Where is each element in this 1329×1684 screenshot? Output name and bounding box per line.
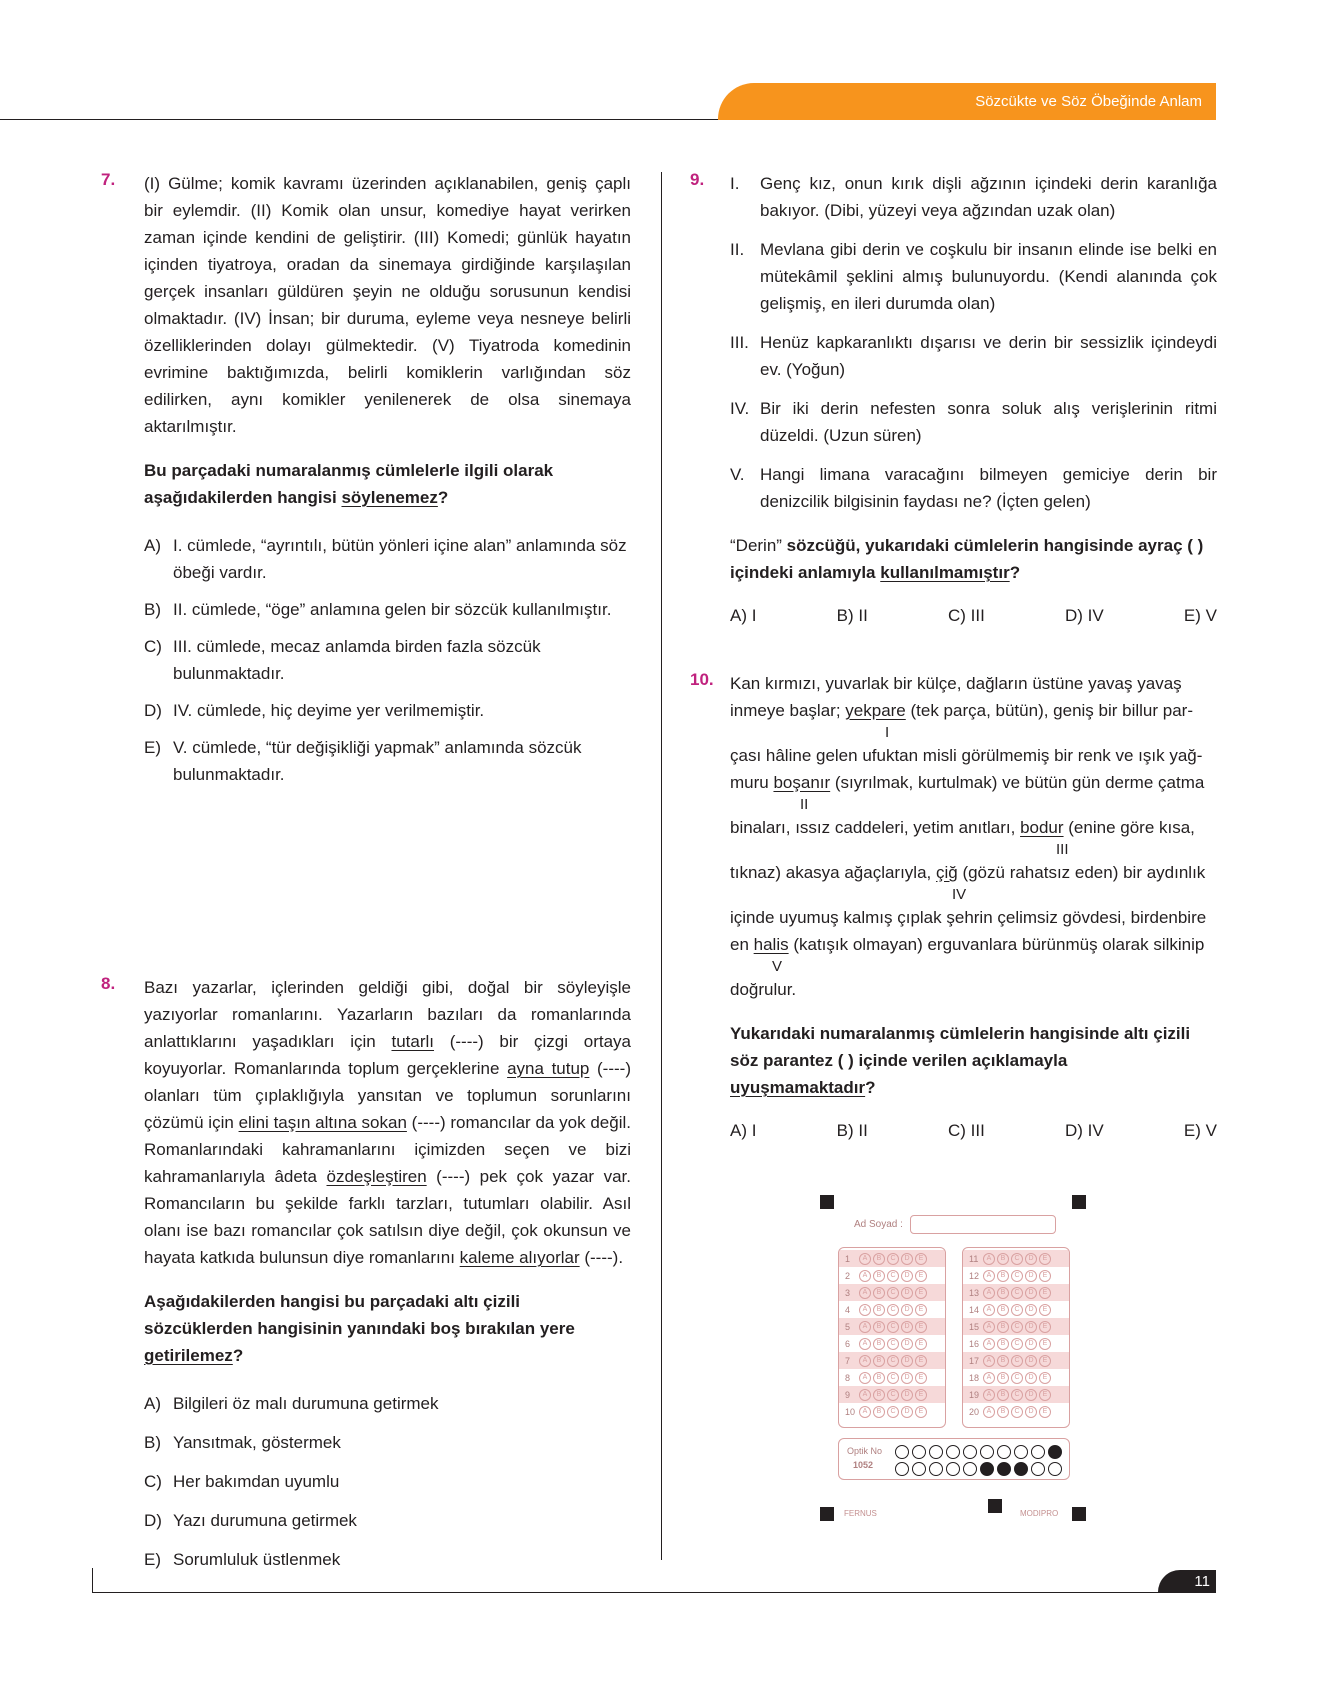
answer-bubble[interactable]: D <box>901 1406 913 1418</box>
answer-row-number: 5 <box>845 1321 851 1332</box>
optic-number-box <box>838 1438 1070 1480</box>
q9-stem: “Derin” sözcüğü, yukarıdaki cümlelerin hangisinde ayraç ( ) içindeki anlamıyla kullanılmamıştır? <box>730 536 1204 582</box>
answer-bubble[interactable]: C <box>887 1372 899 1384</box>
q10-mark-4: IV <box>952 886 967 903</box>
answer-row <box>839 1318 945 1335</box>
q9-options <box>730 606 1217 626</box>
q9-item-3: III. Henüz kapkaranlıktı dışarısı ve derin bir sessizlik içindeydi ev. (Yoğun) <box>730 333 1217 379</box>
optic-bubble-filled <box>997 1462 1011 1476</box>
optic-bubble-filled <box>980 1462 994 1476</box>
q9-item-5: V. Hangi limana varacağını bilmeyen gemiciye derin bir denizcilik bilgisinin faydası ne? (İçten gelen) <box>730 465 1217 511</box>
answer-row-number: 19 <box>969 1389 980 1400</box>
name-field[interactable] <box>910 1215 1056 1234</box>
q7-number: 7. <box>101 170 116 189</box>
answer-row-number: 9 <box>845 1389 851 1400</box>
answer-bubble[interactable]: C <box>887 1304 899 1316</box>
answer-row-number: 8 <box>845 1372 851 1383</box>
q8-options <box>144 1390 631 1573</box>
q8-number: 8. <box>101 974 116 993</box>
form-timing-mark <box>988 1499 1002 1513</box>
answer-bubble[interactable]: B <box>997 1270 1009 1282</box>
q8-option-e[interactable]: E) Sorumluluk üstlenmek <box>144 1550 341 1569</box>
answer-bubble[interactable]: E <box>915 1321 927 1333</box>
optic-bubble <box>1031 1445 1045 1459</box>
answer-bubble[interactable]: E <box>1039 1270 1051 1282</box>
answer-bubble[interactable]: E <box>1039 1253 1051 1265</box>
answer-bubble[interactable]: B <box>997 1304 1009 1316</box>
q10-option-e[interactable]: E) V <box>1183 1121 1217 1140</box>
answer-bubble[interactable]: D <box>901 1338 913 1350</box>
brand-left: FERNUS <box>844 1509 877 1518</box>
answer-bubble[interactable]: E <box>915 1287 927 1299</box>
form-corner-mark <box>1072 1507 1086 1521</box>
answer-bubble[interactable]: B <box>873 1389 885 1401</box>
optic-bubble <box>946 1462 960 1476</box>
answer-bubble[interactable]: A <box>859 1372 871 1384</box>
q8-option-d[interactable]: D) Yazı durumuna getirmek <box>144 1511 357 1530</box>
form-corner-mark <box>820 1507 834 1521</box>
q8-option-c[interactable]: C) Her bakımdan uyumlu <box>144 1472 340 1491</box>
q7-option-b[interactable]: B) II. cümlede, “öge” anlamına gelen bir sözcük kullanılmıştır. <box>144 600 612 619</box>
answer-row <box>963 1352 1069 1369</box>
answer-bubble[interactable]: D <box>901 1287 913 1299</box>
footer-rule <box>92 1592 1216 1593</box>
answer-row-number: 6 <box>845 1338 851 1349</box>
answer-row-number: 17 <box>969 1355 980 1366</box>
answer-row-number: 1 <box>845 1253 851 1264</box>
q9-option-c[interactable]: C) III <box>947 606 985 625</box>
answer-bubble[interactable]: C <box>1011 1372 1023 1384</box>
q9-number: 9. <box>690 170 705 189</box>
answer-bubble[interactable]: B <box>873 1372 885 1384</box>
answer-bubble[interactable]: D <box>1025 1304 1037 1316</box>
answer-bubble[interactable]: D <box>1025 1270 1037 1282</box>
q10-option-c[interactable]: C) III <box>947 1121 985 1140</box>
answer-bubble[interactable]: D <box>1025 1389 1037 1401</box>
answer-row <box>963 1301 1069 1318</box>
answer-bubble[interactable]: C <box>1011 1389 1023 1401</box>
answer-bubble[interactable]: E <box>1039 1321 1051 1333</box>
optic-bubble-filled <box>1014 1462 1028 1476</box>
question-7 <box>144 170 631 788</box>
answer-row-number: 4 <box>845 1304 851 1315</box>
answer-bubble[interactable]: C <box>1011 1304 1023 1316</box>
optic-bubble <box>997 1445 1011 1459</box>
answer-bubble[interactable]: A <box>859 1304 871 1316</box>
answer-bubble[interactable]: D <box>901 1355 913 1367</box>
q7-option-e[interactable]: E) V. cümlede, “tür değişikliği yapmak” anlamında sözcük bulunmaktadır. <box>144 738 582 784</box>
answer-row <box>839 1335 945 1352</box>
answer-row <box>963 1369 1069 1386</box>
q10-mark-5: V <box>772 958 783 975</box>
answer-bubble[interactable]: B <box>997 1372 1009 1384</box>
q10-option-b[interactable]: B) II <box>836 1121 868 1140</box>
answer-bubble[interactable]: B <box>997 1321 1009 1333</box>
q10-word-2: boşanır <box>773 773 831 792</box>
answer-bubble[interactable]: A <box>983 1304 995 1316</box>
optic-bubble <box>1014 1445 1028 1459</box>
q7-stem: Bu parçadaki numaralanmış cümlelerle ilgili olarak aşağıdakilerden hangisi söylenemez? <box>144 461 554 507</box>
q7-passage: (I) Gülme; komik kavramı üzerinden açıklanabilen, geniş çaplı bir eylemdir. (II) Komik olan unsur, komediye hayat verirken zaman içinde kendini de geliştirir. (III) Komedi; günlük hayatın içinden tiyatroya, oradan da sinemaya girdiğinde karşılaşılan gerçek insanları güldüren şeyin ne olduğu sorusunun kendisi olmaktadır. (IV) İnsan; bir duruma, eyleme veya nesneye belirli özelliklerinden dolayı gülmektedir. (V) Tiyatroda komedinin evrimine baktığımızda, belirli komiklerin varlığından söz edilirken, aynı komikler yenilenerek de olsa sinemaya aktarılmıştır. <box>144 174 631 436</box>
answer-bubble[interactable]: A <box>983 1355 995 1367</box>
answer-bubble[interactable]: E <box>915 1372 927 1384</box>
answer-row-number: 12 <box>969 1270 980 1281</box>
optic-bubble <box>946 1445 960 1459</box>
optic-bubble <box>895 1462 909 1476</box>
q9-item-1: I. Genç kız, onun kırık dişli ağzının içindeki derin karanlığa bakıyor. (Dibi, yüzeyi veya ağzından uzak olan) <box>730 174 1217 220</box>
answer-bubble[interactable]: A <box>983 1406 995 1418</box>
answer-row-number: 14 <box>969 1304 980 1315</box>
answer-bubble[interactable]: E <box>915 1406 927 1418</box>
answer-bubble[interactable]: A <box>983 1389 995 1401</box>
answer-bubble[interactable]: C <box>887 1355 899 1367</box>
q10-word-1: yekpare <box>845 701 906 720</box>
q10-word-3: bodur <box>1020 818 1064 837</box>
answer-row-number: 18 <box>969 1372 980 1383</box>
q7-option-c[interactable]: C) III. cümlede, mecaz anlamda birden fazla sözcük bulunmaktadır. <box>144 637 541 683</box>
answer-bubble[interactable]: C <box>887 1287 899 1299</box>
q10-options <box>730 1121 1217 1141</box>
q9-option-d[interactable]: D) IV <box>1064 606 1104 625</box>
answer-bubble[interactable]: C <box>1011 1253 1023 1265</box>
column-divider <box>661 172 662 1560</box>
q10-mark-2: II <box>800 796 809 813</box>
q8-option-b[interactable]: B) Yansıtmak, göstermek <box>144 1433 341 1452</box>
optic-bubble <box>1031 1462 1045 1476</box>
answer-row-number: 7 <box>845 1355 851 1366</box>
answer-bubble[interactable]: E <box>1039 1406 1051 1418</box>
footer-tick <box>92 1568 93 1593</box>
optic-label: Optik No <box>847 1446 883 1456</box>
answer-bubble[interactable]: D <box>1025 1253 1037 1265</box>
answer-bubble[interactable]: C <box>887 1406 899 1418</box>
form-corner-mark <box>820 1195 834 1209</box>
q7-option-a[interactable]: A) I. cümlede, “ayrıntılı, bütün yönleri içine alan” anlamında söz öbeği vardır. <box>144 536 627 582</box>
answer-bubble[interactable]: A <box>983 1287 995 1299</box>
answer-bubble[interactable]: B <box>997 1287 1009 1299</box>
optic-bubble <box>980 1445 994 1459</box>
answer-bubble[interactable]: B <box>873 1304 885 1316</box>
q10-word-5: halis <box>753 935 789 954</box>
answer-row-number: 20 <box>969 1406 980 1417</box>
optic-bubble <box>912 1462 926 1476</box>
answer-bubble[interactable]: B <box>873 1253 885 1265</box>
answer-bubble[interactable]: B <box>997 1355 1009 1367</box>
answer-row-number: 3 <box>845 1287 851 1298</box>
answer-bubble[interactable]: E <box>1039 1304 1051 1316</box>
answer-row-number: 13 <box>969 1287 980 1298</box>
optic-bubble-filled <box>1048 1445 1062 1459</box>
optic-bubble <box>929 1462 943 1476</box>
q10-mark-3: III <box>1056 841 1069 858</box>
answer-bubble[interactable]: E <box>1039 1338 1051 1350</box>
answer-bubble[interactable]: D <box>1025 1338 1037 1350</box>
answer-bubble[interactable]: A <box>859 1389 871 1401</box>
answer-bubble[interactable]: E <box>915 1389 927 1401</box>
q9-option-e[interactable]: E) V <box>1183 606 1217 625</box>
answer-bubble[interactable]: D <box>901 1372 913 1384</box>
answer-bubble[interactable]: A <box>859 1355 871 1367</box>
answer-row <box>963 1318 1069 1335</box>
answer-bubble[interactable]: A <box>983 1253 995 1265</box>
answer-bubble[interactable]: B <box>997 1389 1009 1401</box>
q7-options <box>144 532 631 788</box>
answer-bubble[interactable]: E <box>1039 1372 1051 1384</box>
answer-row <box>963 1284 1069 1301</box>
q10-passage: Kan kırmızı, yuvarlak bir külçe, dağların üstüne yavaş yavaş inmeye başlar; yekpare (tek parça, bütün), geniş bir billur par- I çası hâline gelen ufuktan misli görülmemiş bir renk ve ışık yağ- muru boşanır (sıyrılmak, kurtulmak) ve bütün gün derme çatma II binaları, ıssız caddeleri, yetim anıtları, bodur (enine göre kısa, III tıknaz) akasya ağaçlarıyla, çiğ (gözü rahatsız eden) bir aydınlık IV içinde uyumuş kalmış çıplak şehrin çelimsiz gövdesi, birdenbire en halis (katışık olmayan) erguvanlara bürünmüş olarak silkinip V doğrulur. <box>730 670 1217 1003</box>
answer-row-number: 2 <box>845 1270 851 1281</box>
answer-bubble[interactable]: B <box>873 1270 885 1282</box>
q9-item-4: IV. Bir iki derin nefesten sonra soluk alış verişlerinin ritmi düzeldi. (Uzun süren) <box>730 399 1217 445</box>
page-number: 11 <box>1158 1570 1216 1593</box>
answer-bubble[interactable]: B <box>873 1321 885 1333</box>
answer-row <box>839 1301 945 1318</box>
answer-bubble[interactable]: A <box>859 1253 871 1265</box>
q10-option-a[interactable]: A) I <box>730 1121 757 1140</box>
answer-bubble[interactable]: A <box>859 1321 871 1333</box>
answer-row <box>963 1267 1069 1284</box>
answer-bubble[interactable]: A <box>983 1270 995 1282</box>
answer-bubble[interactable]: B <box>873 1406 885 1418</box>
answer-row <box>839 1403 945 1420</box>
answer-row <box>839 1250 945 1267</box>
optic-number: 1052 <box>853 1460 874 1470</box>
answer-row <box>963 1335 1069 1352</box>
optic-bubble <box>895 1445 909 1459</box>
answer-bubble[interactable]: C <box>1011 1338 1023 1350</box>
answer-row <box>963 1250 1069 1267</box>
q8-passage: Bazı yazarlar, içlerinden geldiği gibi, doğal bir söyleyişle yazıyorlar romanlarını. Yazarların bazıları da romanlarında anlattıklarını yaşadıkları için tutarlı (----) bir çizgi ortaya koyuyorlar. Romanlarında toplum gerçeklerine ayna tutup (----) olanları tüm çıplaklığıyla yansıtan ve toplumun sorunlarını çözümü için elini taşın altına sokan (----) romancılar da yok değil. Romanlarındaki kahramanlarını içimizden seçen ve bizi kahramanlarıyla âdeta özdeşleştiren (----) pek çok yazar var. Romancıların bu şekilde farklı tarzları, tutumları olabilir. Asıl olanı ise bazı romancılar çok satılsın diye değil, çok okunsun ve hayata katkıda bulunsun diye romanlarını kaleme alıyorlar (----). <box>144 978 632 1267</box>
answer-bubble[interactable]: C <box>1011 1321 1023 1333</box>
answer-bubble[interactable]: A <box>983 1321 995 1333</box>
answer-row-number: 11 <box>969 1253 979 1264</box>
section-title-tab: Sözcükte ve Söz Öbeğinde Anlam <box>718 83 1216 120</box>
answer-bubble[interactable]: C <box>887 1253 899 1265</box>
optical-form <box>820 1195 1090 1525</box>
optic-bubble <box>1048 1462 1062 1476</box>
answer-row-number: 10 <box>845 1406 856 1417</box>
answer-bubble[interactable]: B <box>873 1338 885 1350</box>
answer-bubble[interactable]: A <box>859 1270 871 1282</box>
q9-item-2: II. Mevlana gibi derin ve coşkulu bir insanın elinde ise belki en mütekâmil şeklini almış bulunuyordu. (Kendi alanında çok gelişmiş, en ileri durumda olan) <box>730 240 1217 313</box>
q9-option-b[interactable]: B) II <box>836 606 868 625</box>
answer-bubble[interactable]: E <box>915 1304 927 1316</box>
q10-mark-1: I <box>885 724 890 741</box>
answer-bubble[interactable]: D <box>901 1389 913 1401</box>
optic-bubble <box>963 1445 977 1459</box>
answer-grid-right <box>962 1247 1070 1428</box>
answer-bubble[interactable]: E <box>915 1253 927 1265</box>
answer-bubble[interactable]: C <box>1011 1287 1023 1299</box>
answer-bubble[interactable]: B <box>997 1406 1009 1418</box>
q10-number: 10. <box>690 670 714 689</box>
name-label: Ad Soyad : <box>854 1219 903 1230</box>
answer-row <box>839 1352 945 1369</box>
answer-bubble[interactable]: E <box>915 1270 927 1282</box>
answer-bubble[interactable]: D <box>901 1270 913 1282</box>
answer-bubble[interactable]: C <box>887 1321 899 1333</box>
answer-bubble[interactable]: D <box>1025 1287 1037 1299</box>
answer-bubble[interactable]: A <box>859 1338 871 1350</box>
q8-stem: Aşağıdakilerden hangisi bu parçadaki altı çizili sözcüklerden hangisinin yanındaki boş bırakılan yere getirilemez? <box>144 1292 575 1365</box>
answer-bubble[interactable]: A <box>859 1406 871 1418</box>
optic-bubbles-row-1 <box>895 1443 1065 1461</box>
answer-bubble[interactable]: D <box>1025 1321 1037 1333</box>
answer-bubble[interactable]: C <box>887 1338 899 1350</box>
answer-bubble[interactable]: D <box>901 1321 913 1333</box>
answer-row <box>963 1403 1069 1420</box>
answer-bubble[interactable]: E <box>915 1338 927 1350</box>
answer-bubble[interactable]: B <box>873 1287 885 1299</box>
q7-option-d[interactable]: D) IV. cümlede, hiç deyime yer verilmemiştir. <box>144 701 485 720</box>
answer-bubble[interactable]: B <box>873 1355 885 1367</box>
answer-bubble[interactable]: E <box>1039 1287 1051 1299</box>
question-8 <box>144 974 631 1573</box>
answer-row <box>839 1369 945 1386</box>
optic-bubble <box>929 1445 943 1459</box>
answer-bubble[interactable]: D <box>901 1253 913 1265</box>
answer-bubble[interactable]: C <box>1011 1406 1023 1418</box>
header-rule <box>0 119 735 120</box>
q9-option-a[interactable]: A) I <box>730 606 757 625</box>
answer-row <box>963 1386 1069 1403</box>
answer-bubble[interactable]: B <box>997 1253 1009 1265</box>
answer-row-number: 15 <box>969 1321 980 1332</box>
form-corner-mark <box>1072 1195 1086 1209</box>
answer-bubble[interactable]: C <box>1011 1270 1023 1282</box>
brand-right: MODIPRO <box>1020 1509 1059 1518</box>
answer-bubble[interactable]: D <box>901 1304 913 1316</box>
answer-bubble[interactable]: A <box>983 1338 995 1350</box>
answer-row <box>839 1386 945 1403</box>
answer-grid-left <box>838 1247 946 1428</box>
answer-bubble[interactable]: E <box>1039 1389 1051 1401</box>
q10-stem: Yukarıdaki numaralanmış cümlelerin hangisinde altı çizili söz parantez ( ) içinde verilen açıklamayla uyuşmamaktadır? <box>730 1024 1191 1097</box>
answer-bubble[interactable]: A <box>859 1287 871 1299</box>
q8-option-a[interactable]: A) Bilgileri öz malı durumuna getirmek <box>144 1394 439 1413</box>
answer-row-number: 16 <box>969 1338 980 1349</box>
answer-bubble[interactable]: C <box>887 1389 899 1401</box>
question-10 <box>730 670 1217 1141</box>
q10-option-d[interactable]: D) IV <box>1064 1121 1104 1140</box>
answer-bubble[interactable]: D <box>1025 1406 1037 1418</box>
q10-word-4: çiğ <box>935 863 958 882</box>
answer-bubble[interactable]: D <box>1025 1355 1037 1367</box>
answer-bubble[interactable]: D <box>1025 1372 1037 1384</box>
question-9 <box>730 170 1217 626</box>
answer-bubble[interactable]: E <box>915 1355 927 1367</box>
optic-bubble <box>963 1462 977 1476</box>
answer-bubble[interactable]: E <box>1039 1355 1051 1367</box>
answer-row <box>839 1284 945 1301</box>
optic-bubbles-row-2 <box>895 1460 1065 1478</box>
optic-bubble <box>912 1445 926 1459</box>
answer-bubble[interactable]: B <box>997 1338 1009 1350</box>
answer-bubble[interactable]: A <box>983 1372 995 1384</box>
answer-bubble[interactable]: C <box>1011 1355 1023 1367</box>
answer-row <box>839 1267 945 1284</box>
answer-bubble[interactable]: C <box>887 1270 899 1282</box>
